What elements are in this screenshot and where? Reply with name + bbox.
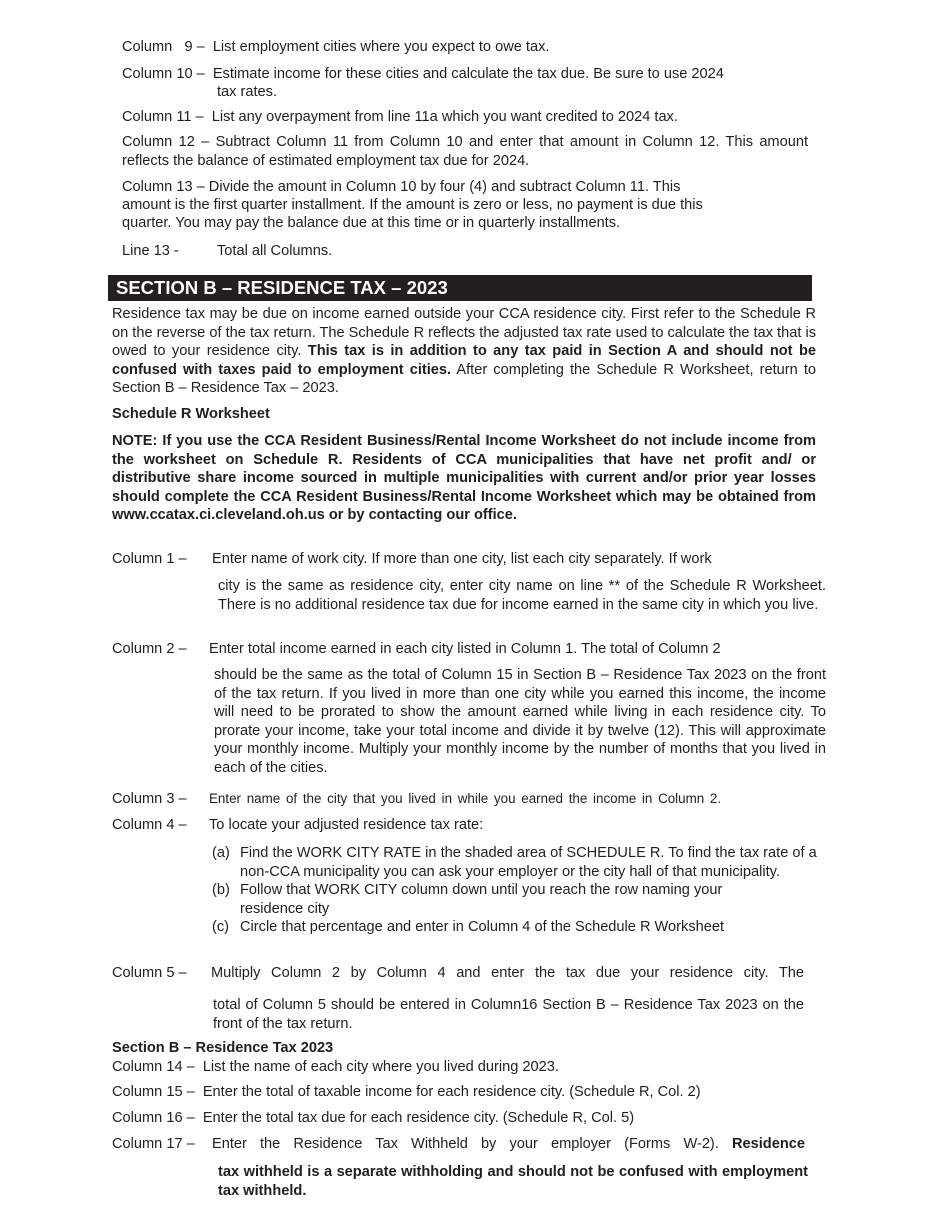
entry-label: Line 13 - <box>122 243 179 259</box>
step-text: Circle that percentage and enter in Column 4 of the Schedule R Worksheet <box>240 919 725 935</box>
column-17-cont: tax withheld is a separate withholding and should not be confused with employment tax withheld. <box>218 1164 808 1199</box>
column-16-entry <box>112 1109 634 1127</box>
entry-text: List any overpayment from line 11a which you want credited to 2024 tax. <box>211 109 678 125</box>
residence-tax-heading: Section B – Residence Tax 2023 <box>112 1040 334 1056</box>
entry-text: Enter the total tax due for each residence city. (Schedule R, Col. 5) <box>202 1110 635 1126</box>
entry-label: Column 17 – <box>112 1136 195 1152</box>
column-10-entry-cont: tax rates. <box>217 84 278 100</box>
section-b-intro <box>112 305 816 398</box>
column-10-entry <box>122 65 724 83</box>
schedule-r-column-4 <box>112 816 187 834</box>
column-14-entry <box>112 1058 559 1076</box>
steps-list <box>212 844 822 937</box>
intro-bold-text: This tax is in addition to any tax paid in Section A and should not be confused with taxes paid to employment cities. <box>112 343 816 378</box>
entry-text: List the name of each city where you lived during 2023. <box>202 1059 559 1075</box>
column-9-entry <box>122 38 549 56</box>
schedule-r-column-5-text: Multiply Column 2 by Column 4 and enter the tax due your residence city. The <box>211 965 804 981</box>
step-c <box>212 918 822 937</box>
entry-text: List employment cities where you expect to owe tax. <box>212 39 550 55</box>
entry-label: Column 5 – <box>112 965 187 981</box>
schedule-r-column-5 <box>112 964 187 982</box>
entry-text: Estimate income for these cities and calculate the tax due. Be sure to use 2024 <box>212 66 724 82</box>
step-marker: (c) <box>212 919 230 935</box>
entry-text: Enter the Residence Tax Withheld by your employer (Forms W-2). <box>212 1136 719 1152</box>
entry-label: Column 16 – <box>112 1110 195 1126</box>
schedule-r-column-1-text: Enter name of work city. If more than one city, list each city separately. If work <box>212 551 712 567</box>
intro-text-end: After completing the Schedule R Worksheet, return to Section B – Residence Tax – 2023. <box>112 361 816 396</box>
column-4-steps <box>212 844 822 937</box>
entry-label: Column 3 – <box>112 791 187 807</box>
schedule-r-worksheet-heading: Schedule R Worksheet <box>112 406 270 422</box>
worksheet-note: NOTE: If you use the CCA Resident Business/Rental Income Worksheet do not include income from the worksheet on Schedule R. Residents of CCA municipalities that have net profit and/ or distributive share income sourced in multiple municipalities with current and/or prior year losses should complete the CCA Resident Business/Rental Income Worksheet which may be obtained from www.ccatax.ci.cleveland.oh.us or by contacting our office. <box>112 433 816 523</box>
entry-label: Column 4 – <box>112 817 187 833</box>
schedule-r-column-3 <box>112 790 187 808</box>
schedule-r-column-2-text: Enter total income earned in each city listed in Column 1. The total of Column 2 <box>209 641 721 657</box>
entry-label: Column 11 – <box>122 109 204 125</box>
entry-label: Column 14 – <box>112 1059 195 1075</box>
entry-label: Column 9 – <box>122 39 205 55</box>
step-a <box>212 844 822 881</box>
column-12-entry: Column 12 – Subtract Column 11 from Column 10 and enter that amount in Column 12. This amount reflects the balance of estimated employment tax due for 2024. <box>122 134 808 169</box>
step-marker: (a) <box>212 845 230 861</box>
column-15-entry <box>112 1083 701 1101</box>
entry-text: Enter the total of taxable income for each residence city. (Schedule R, Col. 2) <box>202 1084 701 1100</box>
line-13-entry <box>122 242 179 260</box>
step-text: Follow that WORK CITY column down until you reach the row naming your residence city <box>240 882 723 917</box>
entry-label: Column 2 – <box>112 641 187 657</box>
schedule-r-column-2-cont: should be the same as the total of Column 15 in Section B – Residence Tax 2023 on the front of the tax return. If you lived in more than one city while you earned this income, the income will need to be prorated to show the amount earned while living in each residence city. To prorate your income, take your total income and divide it by twelve (12). This will approximate your monthly income. Multiply your monthly income by the number of months that you lived in each of the cities. <box>214 667 826 776</box>
schedule-r-column-4-text: To locate your adjusted residence tax rate: <box>209 817 484 833</box>
column-13-line-3: quarter. You may pay the balance due at this time or in quarterly installments. <box>122 215 621 231</box>
column-13-line-1: Column 13 – Divide the amount in Column 10 by four (4) and subtract Column 11. This <box>122 179 681 195</box>
entry-bold-text: Residence <box>731 1136 805 1152</box>
intro-text: Residence tax may be due on income earned outside your CCA residence city. First refer to the Schedule R on the reverse of the tax return. The Schedule R reflects the adjusted tax rate used to calculate the tax that is owed to your residence city. <box>112 306 816 359</box>
entry-label: Column 15 – <box>112 1084 195 1100</box>
schedule-r-column-2 <box>112 640 187 658</box>
entry-label: Column 10 – <box>122 66 205 82</box>
step-marker: (b) <box>212 882 230 898</box>
schedule-r-column-1 <box>112 550 187 568</box>
column-11-entry <box>122 108 678 126</box>
schedule-r-column-1-cont: city is the same as residence city, enter city name on line ** of the Schedule R Worksheet. There is no additional residence tax due for income earned in the same city in which you live. <box>218 578 826 613</box>
schedule-r-column-3-text: Enter name of the city that you lived in while you earned the income in Column 2. <box>209 791 722 806</box>
step-text: Find the WORK CITY RATE in the shaded area of SCHEDULE R. To find the tax rate of a non-CCA municipality you can ask your employer or the city hall of that municipality. <box>240 845 817 880</box>
step-b <box>212 881 822 918</box>
column-17-entry <box>112 1135 195 1153</box>
line-13-text: Total all Columns. <box>217 243 333 259</box>
section-b-banner: SECTION B – RESIDENCE TAX – 2023 <box>108 275 812 301</box>
entry-label: Column 1 – <box>112 551 187 567</box>
schedule-r-column-5-cont: total of Column 5 should be entered in Column16 Section B – Residence Tax 2023 on the front of the tax return. <box>213 997 804 1032</box>
column-13-line-2: amount is the first quarter installment. If the amount is zero or less, no payment is due this <box>122 197 703 213</box>
column-17-text <box>212 1135 805 1153</box>
